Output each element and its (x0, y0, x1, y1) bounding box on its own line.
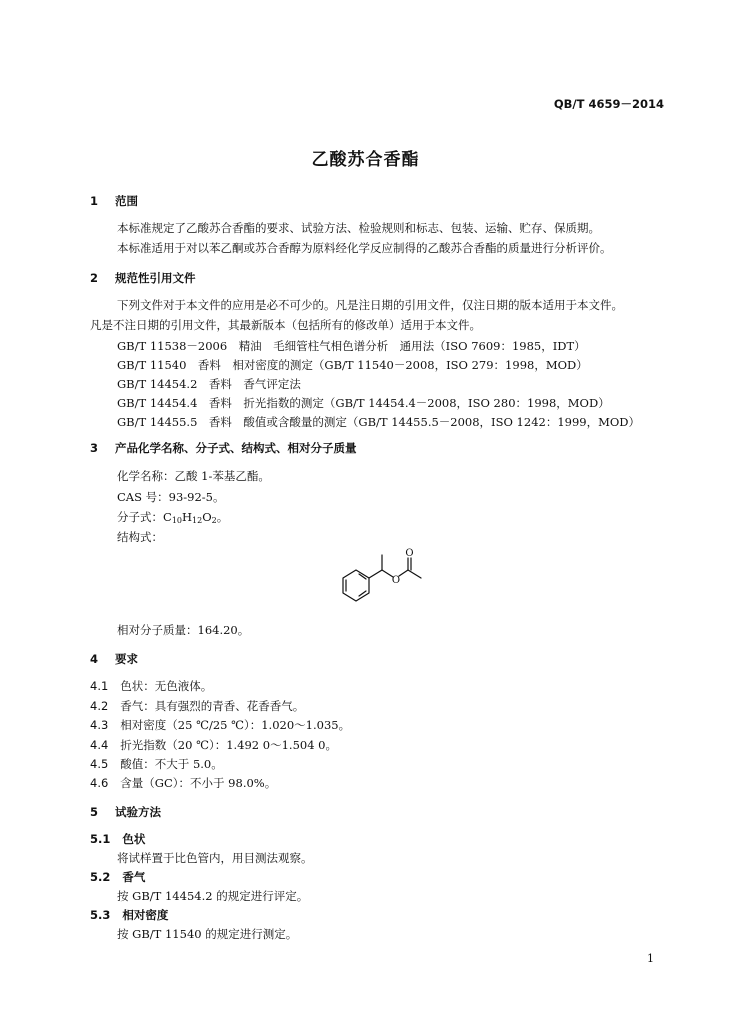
svg-text:O: O (391, 575, 401, 586)
section-number: 2 (90, 271, 99, 285)
paragraph: 本标准规定了乙酸苏合香酯的要求、试验方法、检验规则和标志、包装、运输、贮存、保质期。 (117, 221, 600, 235)
page-number: 1 (647, 952, 654, 965)
section-title: 规范性引用文件 (115, 271, 196, 285)
molecular-mass: 相对分子质量：164.20。 (117, 623, 250, 637)
reference-item: GB/T 11538－2006 精油 毛细管柱气相色谱分析 通用法（ISO 7609：1985，IDT） (117, 339, 586, 353)
svg-text:O: O (405, 548, 414, 559)
chemical-name: 化学名称：乙酸 1-苯基乙酯。 (117, 469, 270, 483)
cas-number: CAS 号：93-92-5。 (117, 490, 225, 504)
subsection-heading: 5.3 相对密度 (90, 908, 169, 922)
standard-number: QB/T 4659－2014 (553, 97, 664, 111)
requirement-item: 4.3 相对密度（25 ℃/25 ℃）：1.020～1.035。 (90, 718, 351, 732)
section-1-heading (90, 193, 138, 209)
section-5-heading (90, 804, 161, 820)
section-number: 4 (90, 652, 99, 666)
requirement-item: 4.2 香气：具有强烈的青香、花香香气。 (90, 699, 305, 713)
subsection-heading: 5.1 色状 (90, 832, 146, 846)
section-number: 5 (90, 805, 99, 819)
reference-item: GB/T 14454.2 香料 香气评定法 (117, 377, 301, 391)
section-title: 产品化学名称、分子式、结构式、相对分子质量 (115, 441, 357, 455)
paragraph: 本标准适用于对以苯乙酮或苏合香醇为原料经化学反应制得的乙酸苏合香酯的质量进行分析评价。 (117, 241, 612, 255)
page-title: 乙酸苏合香酯 (311, 150, 420, 170)
section-number: 1 (90, 194, 99, 208)
paragraph: 按 GB/T 11540 的规定进行测定。 (117, 927, 298, 941)
requirement-item: 4.6 含量（GC）：不小于 98.0%。 (90, 776, 277, 790)
molecular-formula: 分子式：$C_{10}H_{12}O_2$。 (117, 510, 229, 525)
section-number: 3 (90, 441, 99, 455)
requirement-item: 4.5 酸值：不大于 5.0。 (90, 757, 223, 771)
section-3-heading (90, 440, 357, 456)
section-4-heading (90, 651, 138, 667)
reference-item: GB/T 14454.4 香料 折光指数的测定（GB/T 14454.4－2008，ISO 280：1998，MOD） (117, 396, 610, 410)
reference-item: GB/T 11540 香料 相对密度的测定（GB/T 11540－2008，ISO 279：1998，MOD） (117, 358, 588, 372)
subsection-heading: 5.2 香气 (90, 870, 146, 884)
section-title: 范围 (115, 194, 139, 208)
requirement-item: 4.1 色状：无色液体。 (90, 679, 213, 693)
structural-formula-diagram (326, 545, 436, 615)
section-title: 试验方法 (115, 805, 162, 819)
section-title: 要求 (115, 652, 139, 666)
paragraph: 将试样置于比色管内，用目测法观察。 (117, 851, 313, 865)
structure-label: 结构式： (117, 530, 163, 544)
paragraph: 按 GB/T 14454.2 的规定进行评定。 (117, 889, 309, 903)
section-2-heading (90, 270, 196, 286)
requirement-item: 4.4 折光指数（20 ℃）：1.492 0～1.504 0。 (90, 738, 337, 752)
paragraph: 下列文件对于本文件的应用是必不可少的。凡是注日期的引用文件，仅注日期的版本适用于本文件。 (117, 298, 623, 312)
paragraph: 凡是不注日期的引用文件，其最新版本（包括所有的修改单）适用于本文件。 (90, 318, 481, 332)
reference-item: GB/T 14455.5 香料 酸值或含酸量的测定（GB/T 14455.5－2008，ISO 1242：1999，MOD） (117, 415, 641, 429)
